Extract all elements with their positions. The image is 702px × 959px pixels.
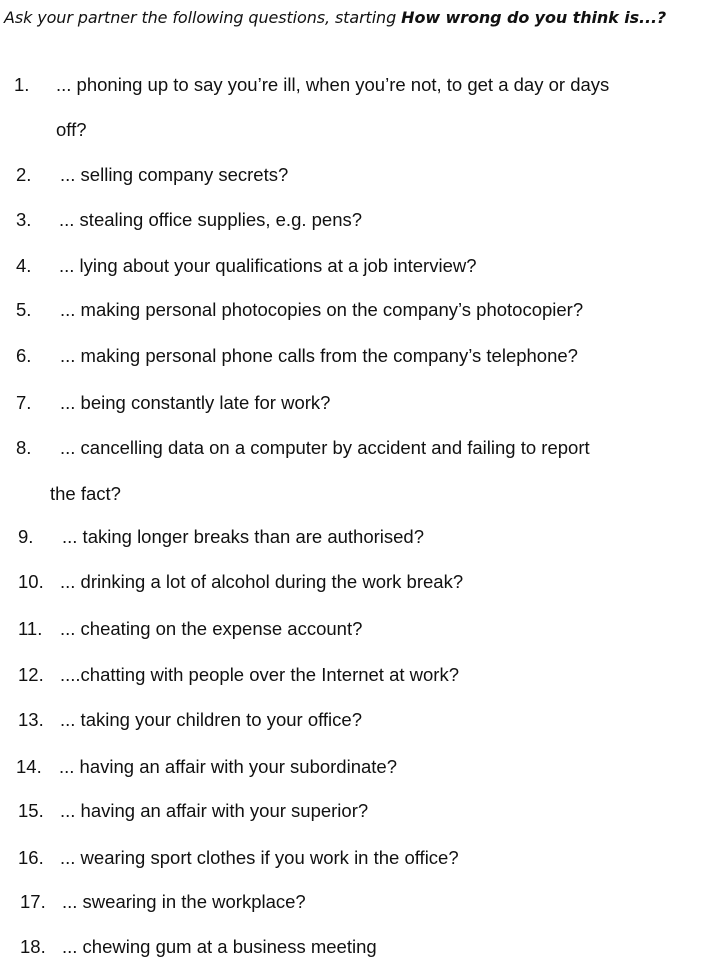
question-number: 8. bbox=[16, 437, 32, 458]
question-text: ... selling company secrets? bbox=[60, 164, 289, 185]
instruction-line bbox=[4, 8, 666, 27]
question-number: 12. bbox=[18, 664, 44, 685]
question-text: ... taking your children to your office? bbox=[60, 709, 362, 730]
question-text: ... cancelling data on a computer by accident and failing to report bbox=[60, 437, 590, 458]
question-number: 3. bbox=[16, 209, 32, 230]
question-text: ... being constantly late for work? bbox=[60, 392, 331, 413]
question-number: 14. bbox=[16, 756, 42, 777]
question-number: 5. bbox=[16, 299, 32, 320]
question-text: ... swearing in the workplace? bbox=[62, 891, 306, 912]
question-number: 4. bbox=[16, 255, 32, 276]
question-number: 18. bbox=[20, 936, 46, 957]
question-continuation: off? bbox=[56, 119, 87, 140]
question-number: 6. bbox=[16, 345, 32, 366]
question-number: 9. bbox=[18, 526, 34, 547]
question-text: ... having an affair with your superior? bbox=[60, 800, 369, 821]
question-text: ... stealing office supplies, e.g. pens? bbox=[59, 209, 363, 230]
question-text: ... making personal phone calls from the company’s telephone? bbox=[60, 345, 578, 366]
question-text: ....chatting with people over the Internet at work? bbox=[60, 664, 460, 685]
question-continuation: the fact? bbox=[50, 483, 121, 504]
question-number: 2. bbox=[16, 164, 32, 185]
question-text: ... phoning up to say you’re ill, when you’re not, to get a day or days bbox=[56, 74, 610, 95]
question-text: ... wearing sport clothes if you work in the office? bbox=[60, 847, 459, 868]
question-text: ... taking longer breaks than are authorised? bbox=[62, 526, 425, 547]
question-number: 15. bbox=[18, 800, 44, 821]
question-number: 17. bbox=[20, 891, 46, 912]
question-text: ... lying about your qualifications at a job interview? bbox=[59, 255, 477, 276]
question-text: ... cheating on the expense account? bbox=[60, 618, 363, 639]
question-text: ... chewing gum at a business meeting bbox=[62, 936, 377, 957]
question-number: 10. bbox=[18, 571, 44, 592]
question-number: 7. bbox=[16, 392, 32, 413]
instruction-lead: Ask your partner the following questions, starting bbox=[4, 8, 402, 27]
question-number: 1. bbox=[14, 74, 30, 95]
question-text: ... drinking a lot of alcohol during the work break? bbox=[60, 571, 464, 592]
question-text: ... having an affair with your subordinate? bbox=[59, 756, 398, 777]
instruction-emphasis: How wrong do you think is...? bbox=[401, 8, 667, 27]
question-number: 13. bbox=[18, 709, 44, 730]
question-number: 16. bbox=[18, 847, 44, 868]
question-number: 11. bbox=[18, 618, 43, 639]
question-text: ... making personal photocopies on the company’s photocopier? bbox=[60, 299, 584, 320]
